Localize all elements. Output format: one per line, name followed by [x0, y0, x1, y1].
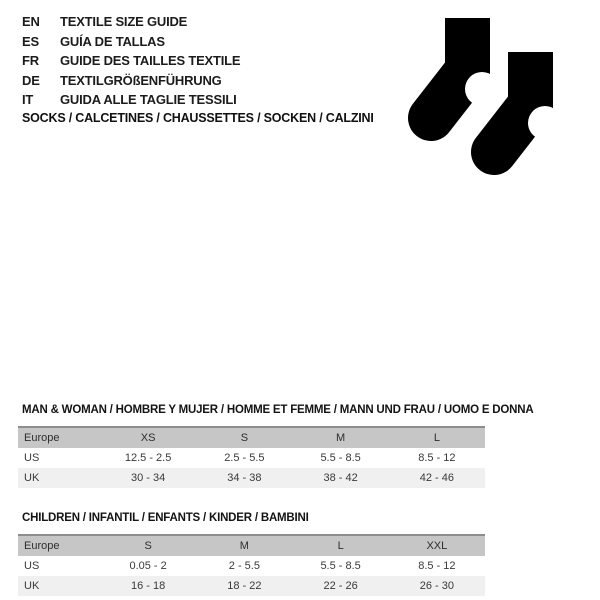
size-table-children — [18, 511, 485, 596]
language-row — [22, 12, 240, 32]
col-header-region: Europe — [18, 427, 100, 448]
size-cell: 18 - 22 — [227, 580, 262, 592]
size-cell: 22 - 26 — [323, 580, 358, 592]
size-cell: 26 - 30 — [419, 580, 454, 592]
size-cell: 12.5 - 2.5 — [124, 452, 172, 464]
socks-icon — [405, 8, 565, 178]
size-cell: 34 - 38 — [227, 472, 262, 484]
sock-left-shape — [431, 18, 499, 118]
language-row — [22, 90, 240, 110]
col-header-size: M — [293, 427, 389, 448]
category-title: SOCKS / CALCETINES / CHAUSSETTES / SOCKEN / CALZINI — [22, 111, 374, 125]
language-label: GUÍA DE TALLAS — [60, 33, 165, 49]
row-label-cell: UK — [24, 472, 40, 484]
row-label-cell: UK — [24, 580, 40, 592]
table-title: MAN & WOMAN / HOMBRE Y MUJER / HOMME ET FEMME / MANN UND FRAU / UOMO E DONNA — [22, 404, 534, 416]
language-code: DE — [22, 72, 40, 88]
table-title: CHILDREN / INFANTIL / ENFANTS / KINDER / BAMBINI — [22, 512, 309, 524]
size-cell: 8.5 - 12 — [418, 452, 456, 464]
size-cell: 42 - 46 — [419, 472, 454, 484]
language-row — [22, 71, 240, 91]
col-header-region: Europe — [18, 535, 100, 556]
size-cell: 0.05 - 2 — [129, 560, 167, 572]
header-row — [18, 535, 485, 556]
col-header-size: XS — [100, 427, 196, 448]
row-label-cell: US — [24, 452, 40, 464]
language-code: EN — [22, 14, 40, 30]
size-cell: 16 - 18 — [131, 580, 166, 592]
children-size-table — [18, 534, 485, 596]
language-label: TEXTILE SIZE GUIDE — [60, 14, 188, 30]
col-header-size: S — [196, 427, 292, 448]
size-table-adults — [18, 403, 534, 488]
header-row — [18, 427, 485, 448]
language-code: FR — [22, 53, 39, 69]
size-cell: 8.5 - 12 — [418, 560, 456, 572]
size-cell: 30 - 34 — [131, 472, 166, 484]
col-header-size: XXL — [389, 535, 485, 556]
size-cell: 5.5 - 8.5 — [320, 560, 361, 572]
language-code: IT — [22, 92, 34, 108]
col-header-size: L — [389, 427, 485, 448]
language-row — [22, 32, 240, 52]
col-header-size: M — [196, 535, 292, 556]
language-label: TEXTILGRÖßENFÜHRUNG — [60, 72, 222, 88]
table-row — [18, 556, 485, 576]
language-label: GUIDA ALLE TAGLIE TESSILI — [60, 92, 237, 108]
row-label-cell: US — [24, 560, 40, 572]
size-cell: 2.5 - 5.5 — [224, 452, 265, 464]
language-label: GUIDE DES TAILLES TEXTILE — [60, 53, 241, 69]
language-list — [22, 12, 240, 110]
language-row — [22, 51, 240, 71]
size-cell: 5.5 - 8.5 — [320, 452, 361, 464]
col-header-size: S — [100, 535, 196, 556]
size-cell: 38 - 42 — [323, 472, 358, 484]
table-row — [18, 448, 485, 468]
table-row — [18, 576, 485, 596]
language-code: ES — [22, 33, 39, 49]
table-row — [18, 468, 485, 488]
size-cell: 2 - 5.5 — [228, 560, 260, 572]
adults-size-table — [18, 426, 485, 488]
sock-right-shape — [494, 52, 562, 152]
col-header-size: L — [293, 535, 389, 556]
